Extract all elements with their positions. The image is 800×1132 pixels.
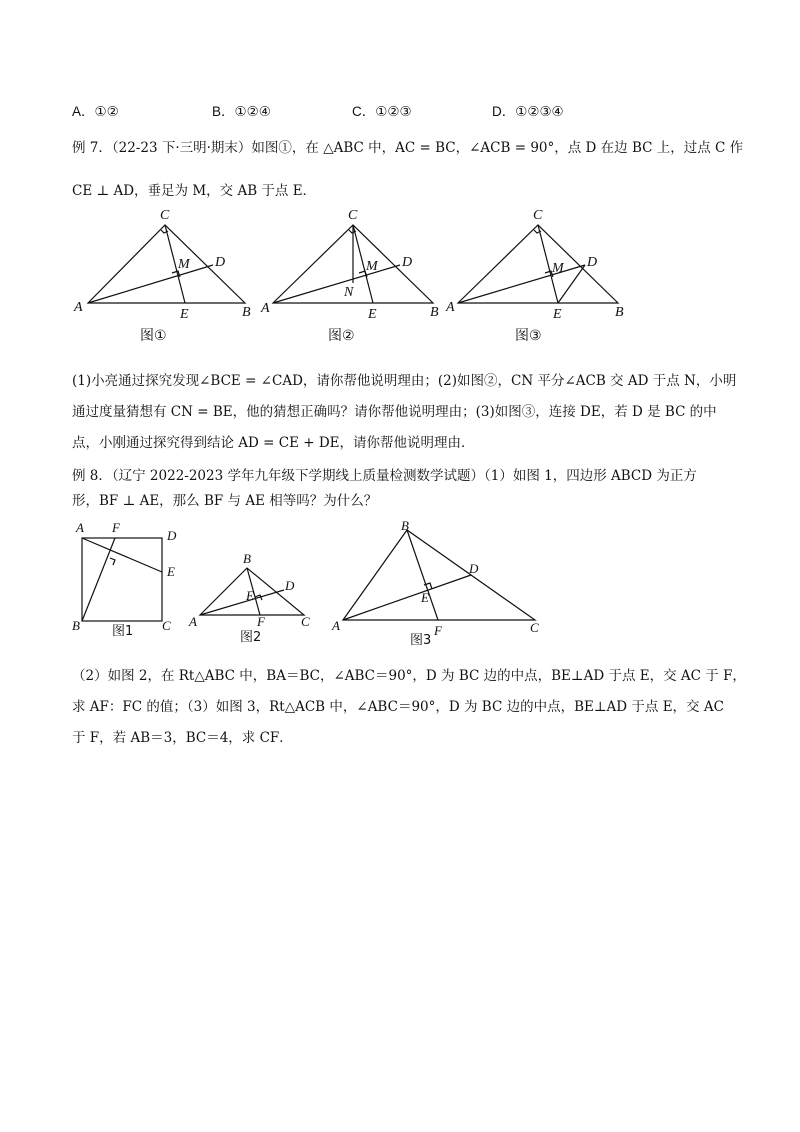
ex7-line2: CE ⊥ AD，垂足为 M，交 AB 于点 E． [72,183,317,199]
fig1-label-m: M [178,257,190,272]
fig3-label-c: C [533,208,543,223]
fig3-label-d: D [587,255,598,270]
fig3-label-a: A [446,300,455,315]
ex7-question-line1: (1)小亮通过探究发现∠BCE = ∠CAD，请你帮他说明理由；(2)如图②，CN 平分∠ACB 交 AD 于点 N，小明 [72,373,737,389]
fig3-label-e: E [553,307,562,322]
ex8-caption-2: 图2 [240,630,262,645]
ex7-caption-2: 图② [328,328,355,344]
fig1-label-b: B [242,305,251,320]
ex8-fig1-label-f: F [112,520,120,535]
ex8-caption-3: 图3 [410,633,432,648]
fig2-label-d: D [402,255,413,270]
ex8-fig3-label-b: B [401,518,409,533]
ex8-figure-3 [343,530,535,620]
fig2-label-m: M [366,259,378,274]
fig3-label-m: M [552,261,564,276]
ex8-fig3-label-d: D [469,561,479,576]
option-b: B．①②④ [212,104,271,119]
ex8-fig3-label-e: E [421,590,429,605]
option-a: A．①② [72,104,119,119]
fig1-label-c: C [160,208,170,223]
ex8-fig2-label-c: C [301,614,310,629]
ex8-caption-1: 图1 [112,624,134,639]
ex8-fig1-label-a: A [76,520,84,535]
ex8-fig2-label-a: A [189,614,197,629]
ex7-question-line3: 点，小刚通过探究得到结论 AD = CE + DE，请你帮他说明理由． [72,435,475,451]
ex8-fig3-label-f: F [434,623,442,638]
ex7-line1: 例 7．（22-23 下·三明·期末）如图①，在 △ABC 中，AC = BC，∠ACB = 90°，点 D 在边 BC 上，过点 C 作 [72,140,744,156]
ex8-fig1-label-d: D [167,528,177,543]
fig2-label-e: E [368,307,377,322]
ex7-caption-1: 图① [140,328,167,344]
fig3-label-b: B [615,305,624,320]
ex8-line1: 例 8．（辽宁 2022-2023 学年九年级下学期线上质量检测数学试题）（1）如图 1，四边形 ABCD 为正方 [72,468,697,484]
fig2-label-b: B [430,305,439,320]
fig2-label-a: A [261,301,270,316]
fig2-label-n: N [344,285,354,300]
fig2-label-c: C [348,208,358,223]
ex8-fig3-label-a: A [332,618,340,633]
fig1-label-d: D [215,255,226,270]
ex8-figure-1 [82,538,162,621]
ex8-fig1-label-b: B [72,618,80,633]
fig1-label-a: A [74,300,83,315]
ex8-fig1-label-c: C [162,618,171,633]
option-c: C．①②③ [352,104,412,119]
ex8-fig2-label-b: B [243,551,251,566]
ex8-fig2-label-f: F [257,614,265,629]
option-d: D．①②③④ [492,104,564,119]
ex8-fig2-label-e: E [246,588,254,603]
ex8-fig1-label-e: E [167,564,175,579]
ex7-question-line2: 通过度量猜想有 CN = BE，他的猜想正确吗？请你帮他说明理由；(3)如图③，连接 DE，若 D 是 BC 的中 [72,404,717,420]
ex8-question-line2: 求 AF：FC 的值；（3）如图 3，Rt△ACB 中，∠ABC＝90°，D 为 BC 边的中点，BE⊥AD 于点 E，交 AC [72,699,724,715]
fig1-label-e: E [180,307,189,322]
ex7-figures [60,200,700,350]
ex8-question-line3: 于 F，若 AB＝3，BC＝4，求 CF． [72,730,293,746]
ex7-caption-3: 图③ [515,328,542,344]
ex8-fig2-label-d: D [285,578,295,593]
ex8-figures [60,518,560,648]
ex8-question-line1: （2）如图 2，在 Rt△ABC 中，BA＝BC，∠ABC＝90°，D 为 BC 边的中点，BE⊥AD 于点 E，交 AC 于 F， [72,668,746,684]
ex8-fig3-label-c: C [530,620,539,635]
ex8-line2: 形，BF ⊥ AE，那么 BF 与 AE 相等吗？为什么？ [72,493,378,509]
